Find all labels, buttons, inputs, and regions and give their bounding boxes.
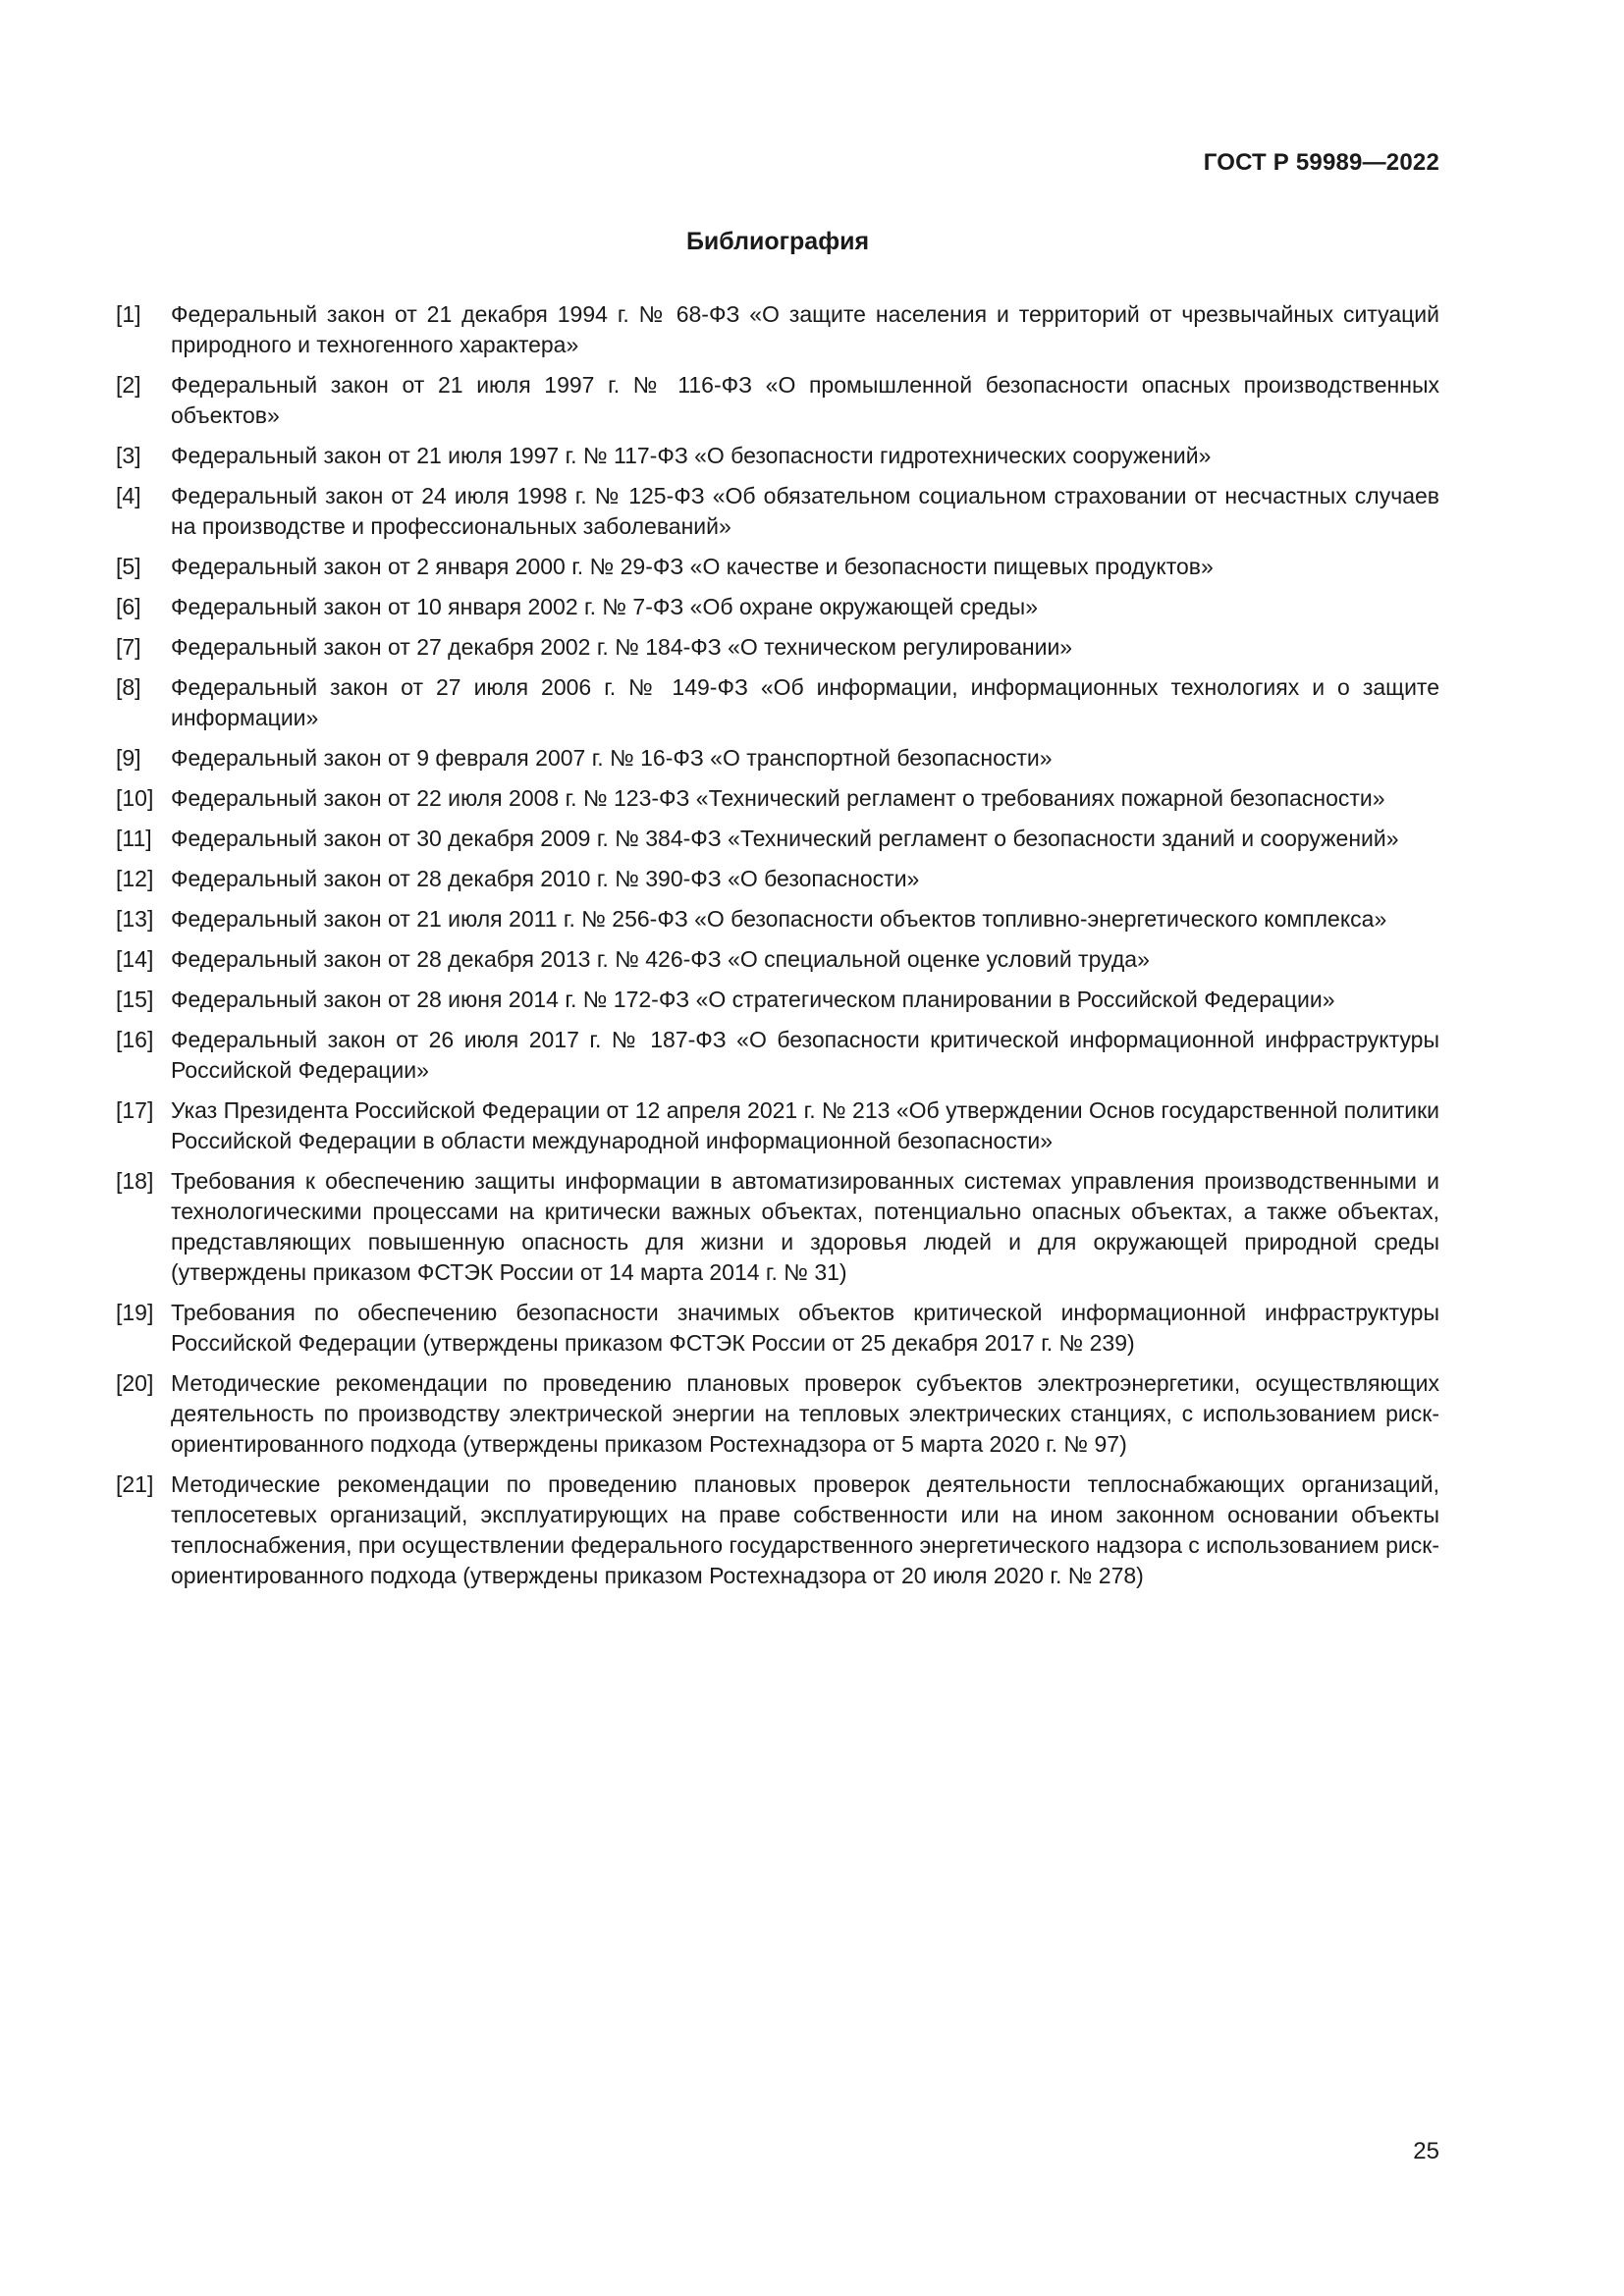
section-title: Библиография (685, 228, 870, 255)
entry-text: Федеральный закон от 26 июля 2017 г. № 187-ФЗ «О безопасности критической информационной инфраструктуры Российской Федерации» (171, 1027, 1439, 1083)
entry-text: Методические рекомендации по проведению плановых проверок субъектов электроэнергетики, осуществляющих деятельность по производству электрической энергии на тепловых электрических станциях, с использованием риск-ориентированного подхода (утверждены приказом Ростехнадзора от 5 марта 2020 г. № 97) (171, 1370, 1439, 1457)
entry-text: Федеральный закон от 27 декабря 2002 г. № 184-ФЗ «О техническом регулировании» (171, 634, 1073, 660)
entry-number: [10] (116, 785, 154, 811)
entry-text: Федеральный закон от 30 декабря 2009 г. № 384-ФЗ «Технический регламент о безопасности зданий и сооружений» (171, 826, 1399, 851)
entry-number: [19] (116, 1300, 154, 1325)
entry-text: Методические рекомендации по проведению плановых проверок деятельности теплоснабжающих организаций, теплосетевых организаций, эксплуатирующих на праве собственности или на ином законном основании объекты теплоснабжения, при осуществлении федерального государственного энергетического надзора с использованием риск-ориентированного подхода (утверждены приказом Ростехнадзора от 20 июля 2020 г. № 278) (171, 1471, 1439, 1588)
bibliography-entry (116, 1469, 1439, 1591)
bibliography-entry (116, 370, 1439, 431)
bibliography-entry (116, 1095, 1439, 1156)
entry-number: [8] (116, 674, 141, 700)
entry-text: Федеральный закон от 21 декабря 1994 г. № 68-ФЗ «О защите населения и территорий от чрезвычайных ситуаций природного и техногенного характера» (171, 301, 1439, 357)
bibliography-entry (116, 864, 1439, 894)
entry-number: [3] (116, 443, 141, 468)
entry-text: Федеральный закон от 21 июля 2011 г. № 256-ФЗ «О безопасности объектов топливно-энергетического комплекса» (171, 906, 1387, 932)
entry-number: [14] (116, 946, 154, 972)
bibliography-entry (116, 672, 1439, 733)
entry-number: [21] (116, 1471, 154, 1497)
bibliography-entry (116, 1025, 1439, 1086)
entry-text: Федеральный закон от 28 декабря 2010 г. № 390-ФЗ «О безопасности» (171, 866, 920, 891)
bibliography-entry (116, 783, 1439, 814)
entry-number: [18] (116, 1168, 154, 1194)
entry-text: Федеральный закон от 24 июля 1998 г. № 125-ФЗ «Об обязательном социальном страховании от несчастных случаев на производстве и профессиональных заболеваний» (171, 483, 1439, 539)
entry-number: [2] (116, 372, 141, 398)
entry-number: [12] (116, 866, 154, 891)
entry-number: [11] (116, 826, 152, 851)
entry-number: [13] (116, 906, 154, 932)
bibliography-list (116, 299, 1439, 1601)
bibliography-entry (116, 552, 1439, 582)
entry-text: Указ Президента Российской Федерации от 12 апреля 2021 г. № 213 «Об утверждении Основ государственной политики Российской Федерации в области международной информационной безопасности» (171, 1097, 1439, 1153)
entry-number: [4] (116, 483, 141, 508)
bibliography-entry (116, 299, 1439, 360)
bibliography-entry (116, 441, 1439, 471)
entry-text: Федеральный закон от 10 января 2002 г. № 7-ФЗ «Об охране окружающей среды» (171, 594, 1038, 619)
entry-text: Федеральный закон от 22 июля 2008 г. № 123-ФЗ «Технический регламент о требованиях пожарной безопасности» (171, 785, 1385, 811)
entry-text: Федеральный закон от 21 июля 1997 г. № 116-ФЗ «О промышленной безопасности опасных производственных объектов» (171, 372, 1439, 428)
page-number: 25 (1413, 2138, 1439, 2164)
entry-number: [1] (116, 301, 141, 327)
entry-text: Федеральный закон от 21 июля 1997 г. № 117-ФЗ «О безопасности гидротехнических сооружений» (171, 443, 1212, 468)
document-code: ГОСТ Р 59989—2022 (1203, 149, 1439, 176)
entry-text: Требования по обеспечению безопасности значимых объектов критической информационной инфраструктуры Российской Федерации (утверждены приказом ФСТЭК России от 25 декабря 2017 г. № 239) (171, 1300, 1439, 1356)
bibliography-entry (116, 985, 1439, 1015)
entry-text: Федеральный закон от 2 января 2000 г. № 29-ФЗ «О качестве и безопасности пищевых продуктов» (171, 554, 1214, 579)
entry-number: [17] (116, 1097, 154, 1123)
bibliography-entry (116, 632, 1439, 663)
bibliography-entry (116, 1166, 1439, 1288)
bibliography-entry (116, 481, 1439, 542)
bibliography-entry (116, 824, 1439, 854)
entry-number: [6] (116, 594, 141, 619)
entry-text: Федеральный закон от 27 июля 2006 г. № 149-ФЗ «Об информации, информационных технологиях и о защите информации» (171, 674, 1439, 730)
bibliography-entry (116, 743, 1439, 774)
entry-number: [5] (116, 554, 141, 579)
entry-text: Федеральный закон от 28 июня 2014 г. № 172-ФЗ «О стратегическом планировании в Российской Федерации» (171, 987, 1335, 1012)
entry-number: [7] (116, 634, 141, 660)
entry-number: [15] (116, 987, 154, 1012)
bibliography-entry (116, 1368, 1439, 1460)
bibliography-entry (116, 1298, 1439, 1359)
entry-text: Требования к обеспечению защиты информации в автоматизированных системах управления производственными и технологическими процессами на критически важных объектах, потенциально опасных объектах, а также объектах, представляющих повышенную опасность для жизни и здоровья людей и для окружающей природной среды (утверждены приказом ФСТЭК России от 14 марта 2014 г. № 31) (171, 1168, 1439, 1285)
entry-number: [20] (116, 1370, 154, 1396)
bibliography-entry (116, 904, 1439, 934)
entry-text: Федеральный закон от 28 декабря 2013 г. № 426-ФЗ «О специальной оценке условий труда» (171, 946, 1150, 972)
entry-number: [9] (116, 745, 141, 771)
bibliography-entry (116, 944, 1439, 975)
bibliography-entry (116, 592, 1439, 622)
entry-number: [16] (116, 1027, 154, 1052)
entry-text: Федеральный закон от 9 февраля 2007 г. № 16-ФЗ «О транспортной безопасности» (171, 745, 1053, 771)
